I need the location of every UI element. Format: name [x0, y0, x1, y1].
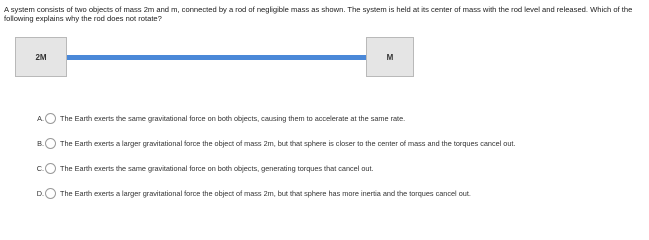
choice-b-radio[interactable] — [45, 138, 56, 149]
choice-c[interactable] — [36, 161, 374, 175]
choice-a[interactable] — [36, 111, 405, 125]
question-text: A system consists of two objects of mass 2m and m, connected by a rod of negligible mass as shown. The system is held at its center of mass with the rod level and released. Which of the following explains why the rod does not rotate? — [4, 5, 633, 23]
choice-c-radio[interactable] — [45, 163, 56, 174]
choice-c-letter: C. — [36, 163, 44, 173]
choice-c-text: The Earth exerts the same gravitational force on both objects, generating torques that cancel out. — [60, 163, 374, 173]
choice-d[interactable] — [36, 186, 471, 200]
choice-d-letter: D. — [36, 188, 44, 198]
choice-a-letter: A. — [37, 113, 44, 123]
mass-m-label: M — [386, 52, 394, 62]
choice-a-text: The Earth exerts the same gravitational force on both objects, causing them to accelerate at the same rate. — [60, 113, 406, 123]
choice-b-letter: B. — [37, 138, 44, 148]
choice-d-radio[interactable] — [45, 188, 56, 199]
choice-b[interactable] — [36, 136, 515, 150]
choice-b-text: The Earth exerts a larger gravitational force the object of mass 2m, but that sphere is closer to the center of mass and the torques cancel out. — [60, 138, 516, 148]
choice-d-text: The Earth exerts a larger gravitational force the object of mass 2m, but that sphere has more inertia and the torques cancel out. — [60, 188, 471, 198]
choice-a-radio[interactable] — [45, 113, 56, 124]
mass-2m-label: 2M — [35, 52, 47, 62]
